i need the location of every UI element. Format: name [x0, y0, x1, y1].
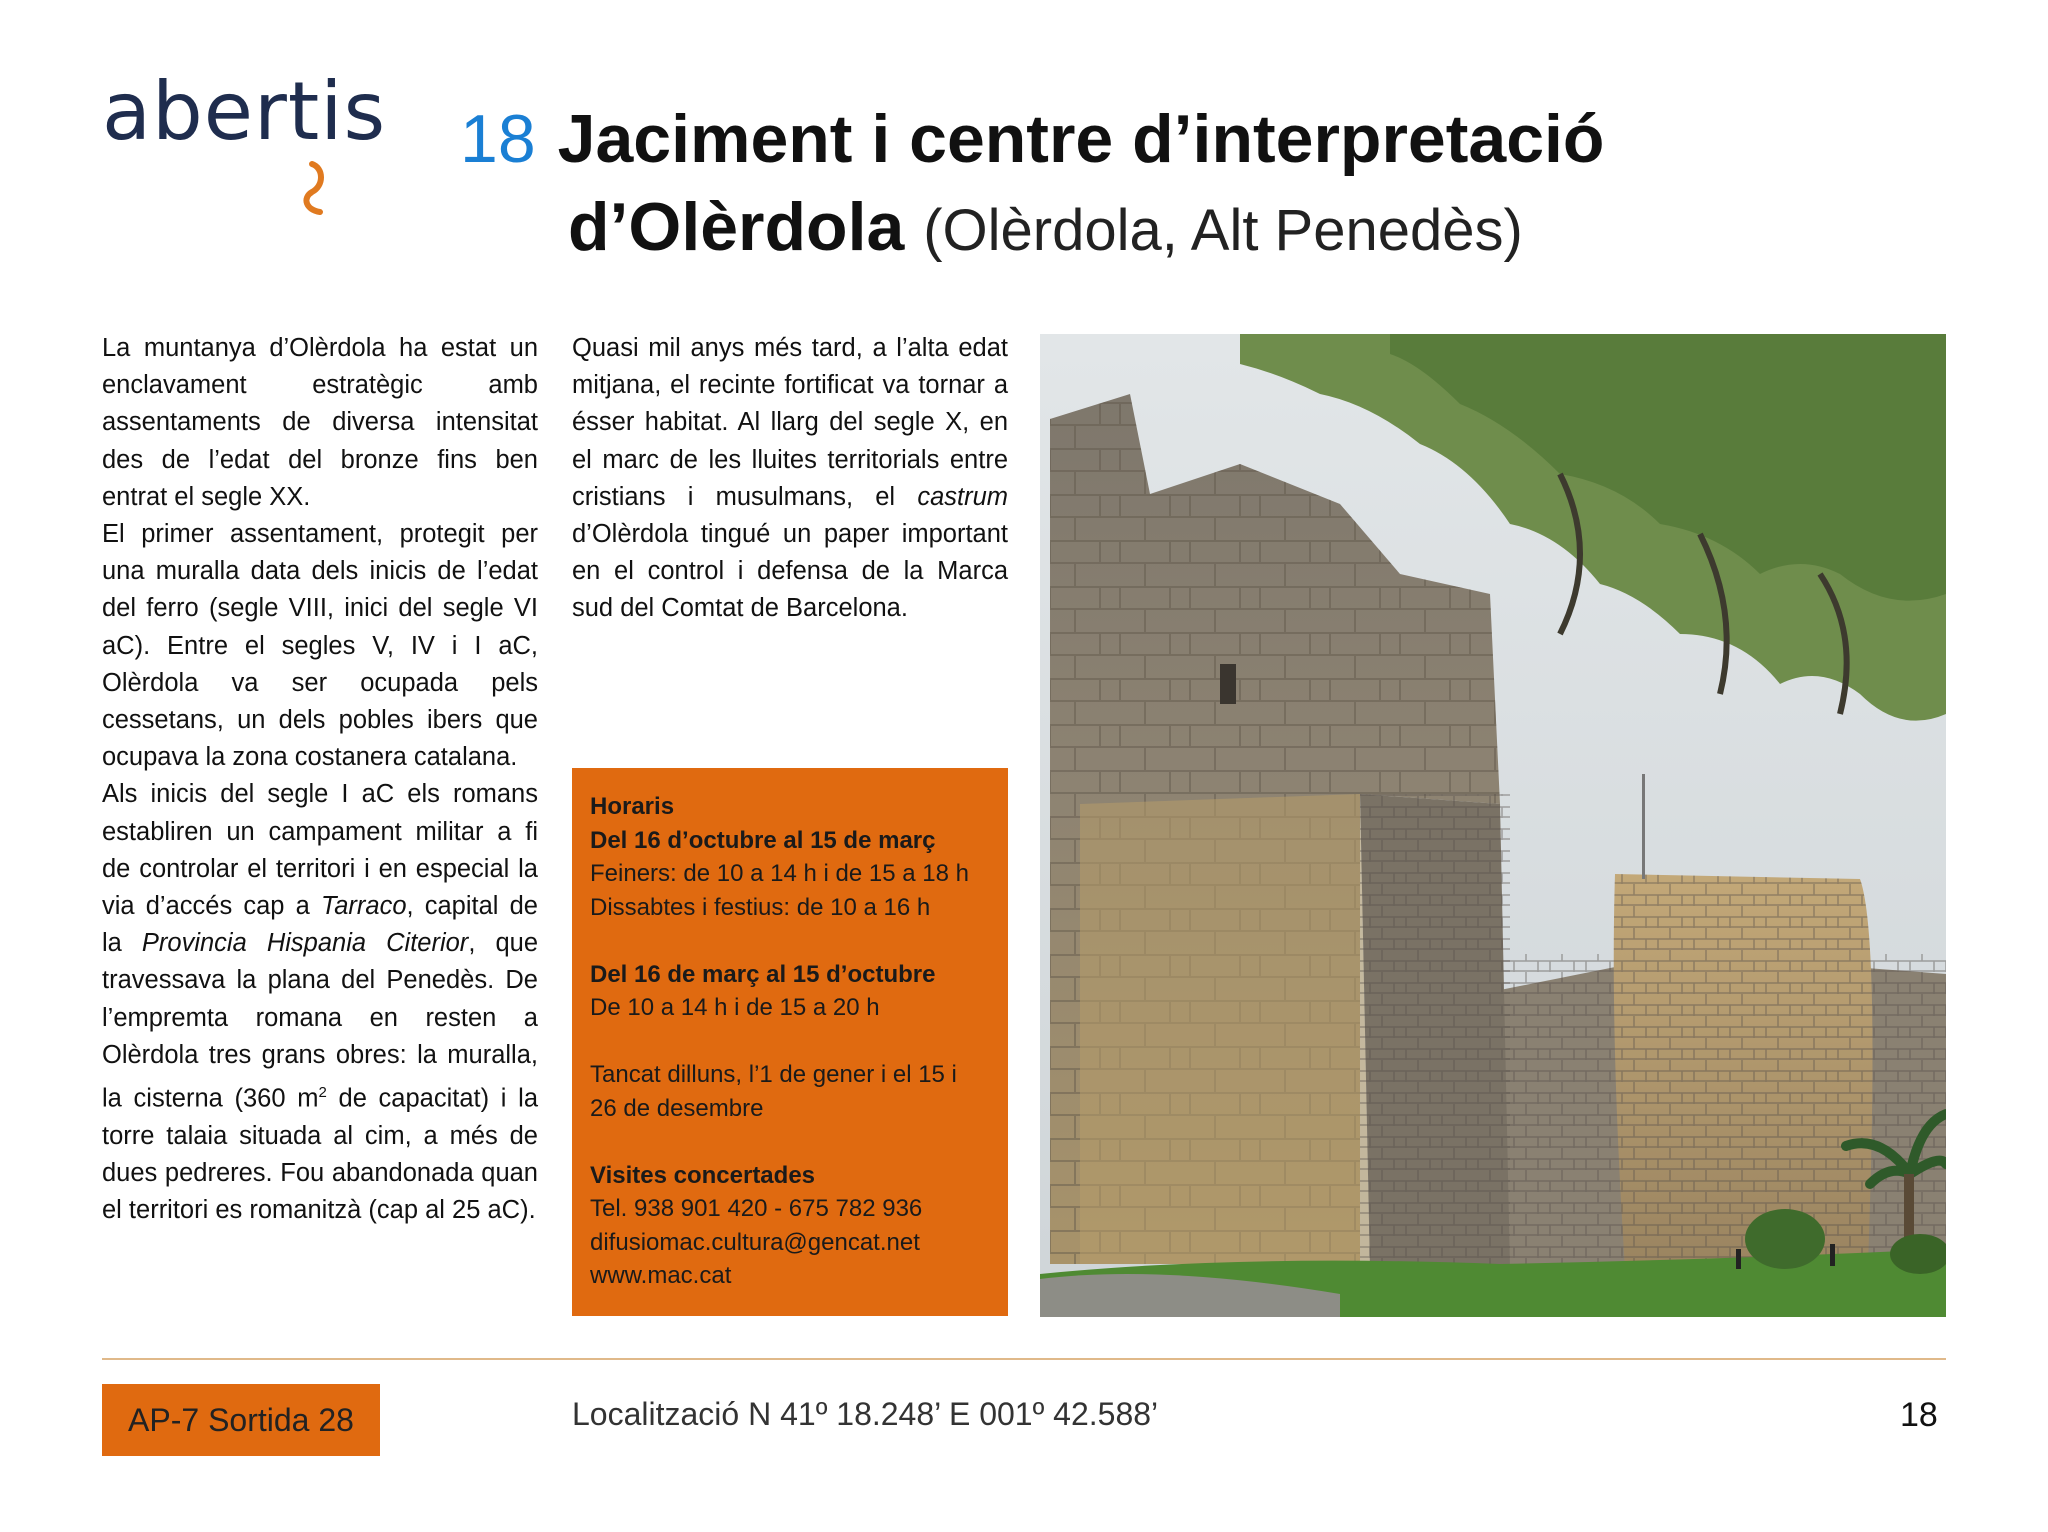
schedule-heading: Horaris	[590, 793, 675, 820]
text-run: Quasi mil anys més tard, a l’alta edat mitjana, el recinte fortificat va tornar a ésser habitat. Al llarg del segle X, en el marc de les lluites territorials entre cristians i musulmans, el	[572, 334, 1008, 511]
abertis-logo	[102, 65, 387, 202]
castle-wall-photo	[1040, 334, 1946, 1317]
superscript: 2	[318, 1084, 327, 1102]
paragraph	[102, 776, 538, 1229]
page-title	[460, 95, 1604, 275]
logo-hook-icon	[298, 106, 338, 216]
text-run: d’Olèrdola tingué un paper important en el control i defensa de la Marca sud del Comtat de Barcelona.	[572, 520, 1008, 623]
title-main: Jaciment i centre d’interpretació	[557, 101, 1605, 177]
period-2-title: Del 16 de març al 15 d’octubre	[590, 960, 936, 988]
text-run: de capacitat) i la torre talaia situada al cim, a més de dues pedreres. Fou abandonada quan el territori es romanitzà (cap al 25 aC).	[102, 1084, 538, 1225]
text-run: , que travessava la plana del Penedès. De l’empremta romana en resten a Olèrdola tres grans obres: la muralla, la cisterna (360 m	[102, 929, 539, 1113]
title-line-1	[460, 95, 1604, 183]
website-link[interactable]: www.mac.cat	[590, 1262, 732, 1289]
italic-term: Provincia Hispania Citerior	[141, 929, 469, 958]
footer-divider	[102, 1358, 1946, 1360]
italic-term: castrum	[917, 482, 1008, 511]
period-1-weekdays: Feiners: de 10 a 14 h i de 15 a 18 h	[590, 860, 969, 887]
paragraph: El primer assentament, protegit per una muralla data dels inicis de l’edat del ferro (segle VIII, inici del segle VI aC). Entre el segles V, IV i I aC, Olèrdola va ser ocupada pels cessetans, un dels pobles ibers que ocupava la zona costanera catalana.	[102, 520, 538, 772]
paragraph	[572, 330, 1008, 628]
closed-days: Tancat dilluns, l’1 de gener i el 15 i 26 de desembre	[590, 1061, 957, 1122]
spacer	[590, 1025, 990, 1059]
page-number: 18	[1900, 1396, 1938, 1434]
logo-text: abertis	[102, 65, 387, 158]
visits-heading: Visites concertades	[590, 1161, 816, 1189]
text-run: Als inicis del segle I aC els romans establiren un campament militar a fi de controlar el territori i en especial la via d’accés cap a	[102, 780, 538, 921]
site-number: 18	[460, 101, 536, 177]
paragraph: La muntanya d’Olèrdola ha estat un enclavament estratègic amb assentaments de diversa intensitat des de l’edat del bronze fins ben entrat el segle XX.	[102, 334, 538, 511]
spacer	[590, 924, 990, 958]
text-run: , capital de la	[102, 892, 538, 958]
site-photo	[1040, 334, 1946, 1317]
spacer	[590, 1125, 990, 1159]
text-column-2	[572, 330, 1008, 628]
italic-term: Tarraco	[320, 892, 407, 921]
period-1-weekends: Dissabtes i festius: de 10 a 16 h	[590, 893, 931, 921]
text-column-1	[102, 330, 538, 1229]
title-line-2	[460, 183, 1604, 275]
email-address[interactable]: difusiomac.cultura@gencat.net	[590, 1228, 920, 1256]
period-1-title: Del 16 d’octubre al 15 de març	[590, 826, 936, 854]
schedule-box	[572, 768, 1008, 1316]
title-place: d’Olèrdola	[568, 189, 905, 265]
phone-numbers: Tel. 938 901 420 - 675 782 936	[590, 1195, 923, 1222]
title-subtitle: (Olèrdola, Alt Penedès)	[923, 198, 1523, 263]
highway-exit-badge: AP-7 Sortida 28	[102, 1384, 380, 1456]
gps-location: Localització N 41º 18.248’ E 001º 42.588’	[572, 1396, 1159, 1432]
period-2-hours: De 10 a 14 h i de 15 a 20 h	[590, 994, 880, 1021]
